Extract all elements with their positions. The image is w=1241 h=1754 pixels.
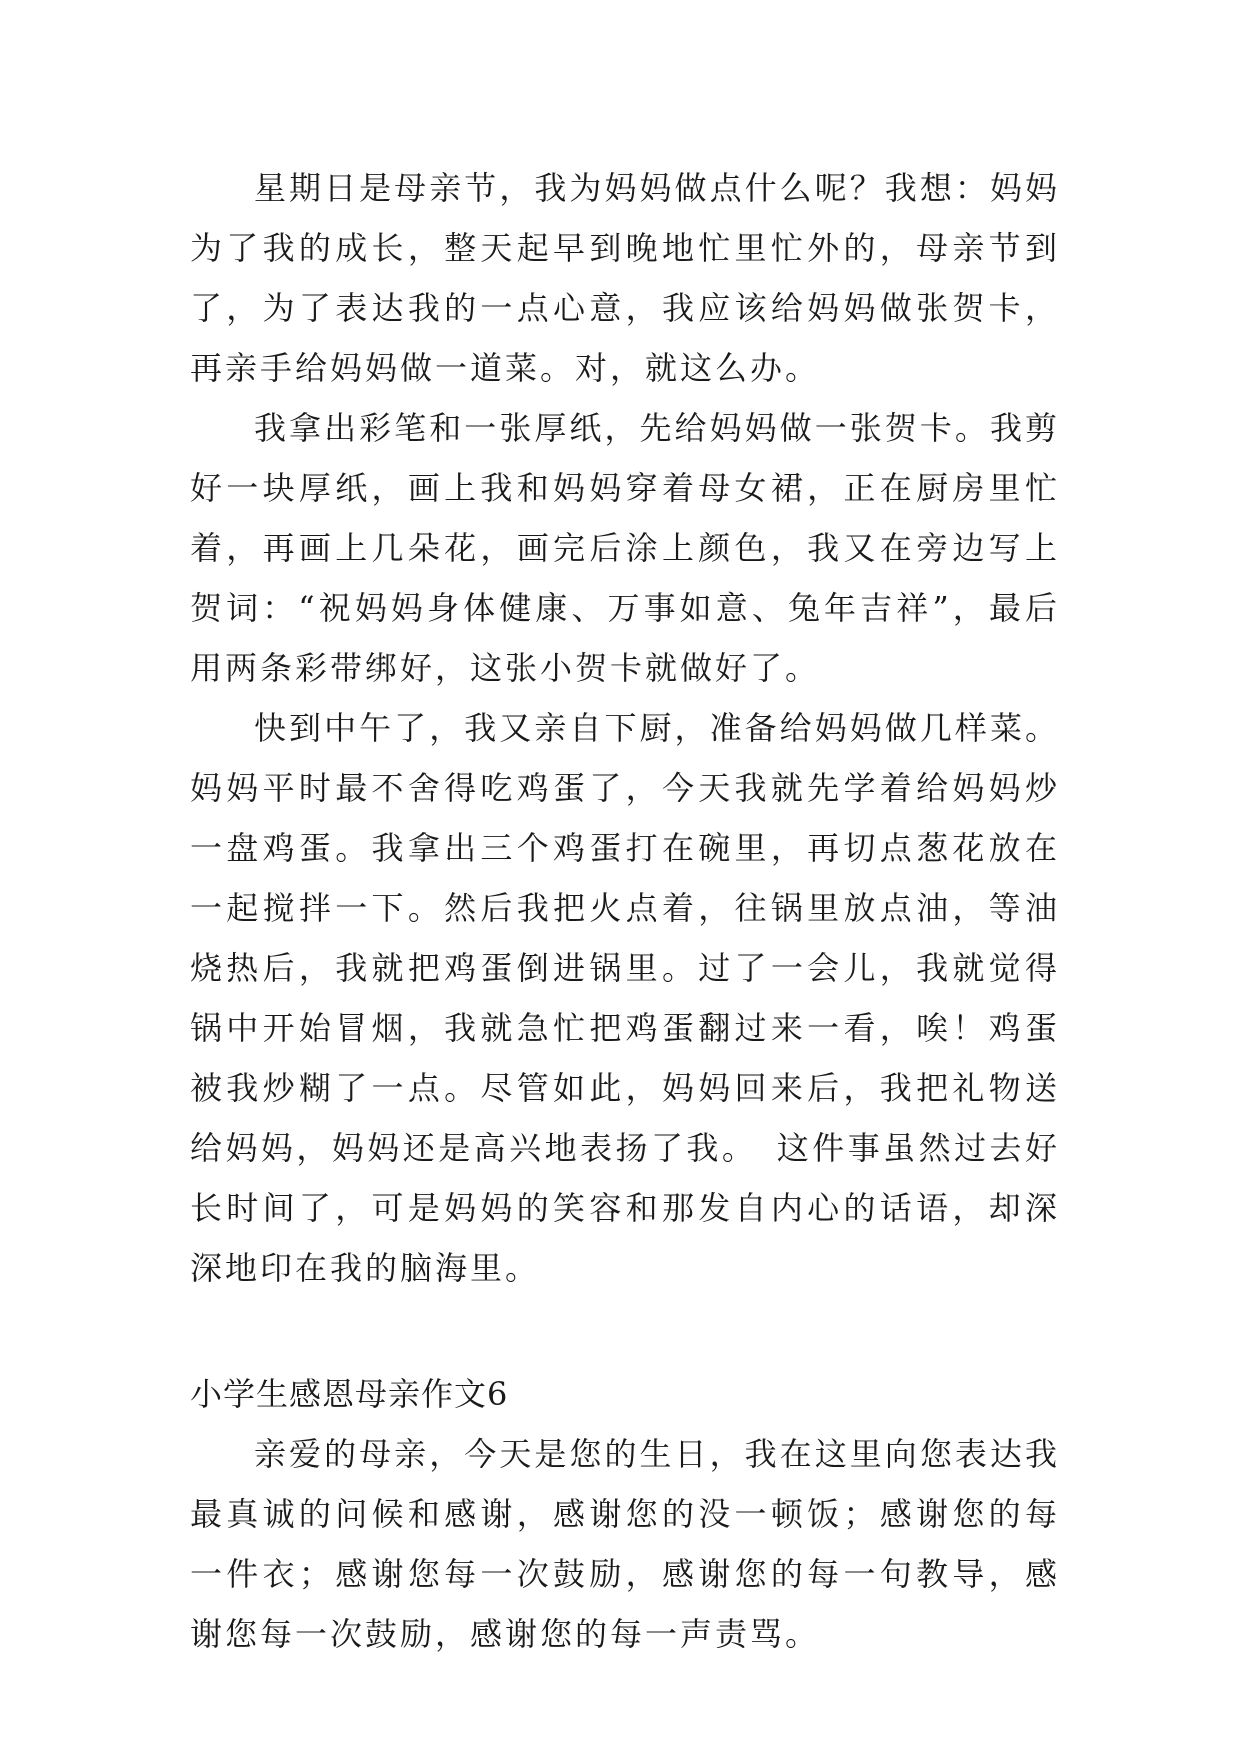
body-paragraph-3: 快到中午了，我又亲自下厨，准备给妈妈做几样菜。妈妈平时最不舍得吃鸡蛋了，今天我就先学着给妈妈炒一盘鸡蛋。我拿出三个鸡蛋打在碗里，再切点葱花放在一起搅拌一下。然后我把火点着，往锅里放点油，等油烧热后，我就把鸡蛋倒进锅里。过了一会儿，我就觉得锅中开始冒烟，我就急忙把鸡蛋翻过来一看，唉！鸡蛋被我炒糊了一点。尽管如此，妈妈回来后，我把礼物送给妈妈，妈妈还是高兴地表扬了我。 这件事虽然过去好长时间了，可是妈妈的笑容和那发自内心的话语，却深深地印在我的脑海里。 [190, 709, 1060, 1287]
document-page [190, 158, 1060, 1664]
section-heading: 小学生感恩母亲作文6 [190, 1375, 509, 1413]
body-paragraph-1: 星期日是母亲节，我为妈妈做点什么呢？我想：妈妈为了我的成长，整天起早到晚地忙里忙外的，母亲节到了，为了表达我的一点心意，我应该给妈妈做张贺卡，再亲手给妈妈做一道菜。对，就这么办。 [190, 169, 1060, 387]
body-paragraph-2: 我拿出彩笔和一张厚纸，先给妈妈做一张贺卡。我剪好一块厚纸，画上我和妈妈穿着母女裙，正在厨房里忙着，再画上几朵花，画完后涂上颜色，我又在旁边写上贺词：“祝妈妈身体健康、万事如意、兔年吉祥”，最后用两条彩带绑好，这张小贺卡就做好了。 [190, 409, 1060, 687]
section-paragraph: 亲爱的母亲，今天是您的生日，我在这里向您表达我最真诚的问候和感谢，感谢您的没一顿饭；感谢您的每一件衣；感谢您每一次鼓励，感谢您的每一句教导，感谢您每一次鼓励，感谢您的每一声责骂。 [190, 1435, 1060, 1653]
